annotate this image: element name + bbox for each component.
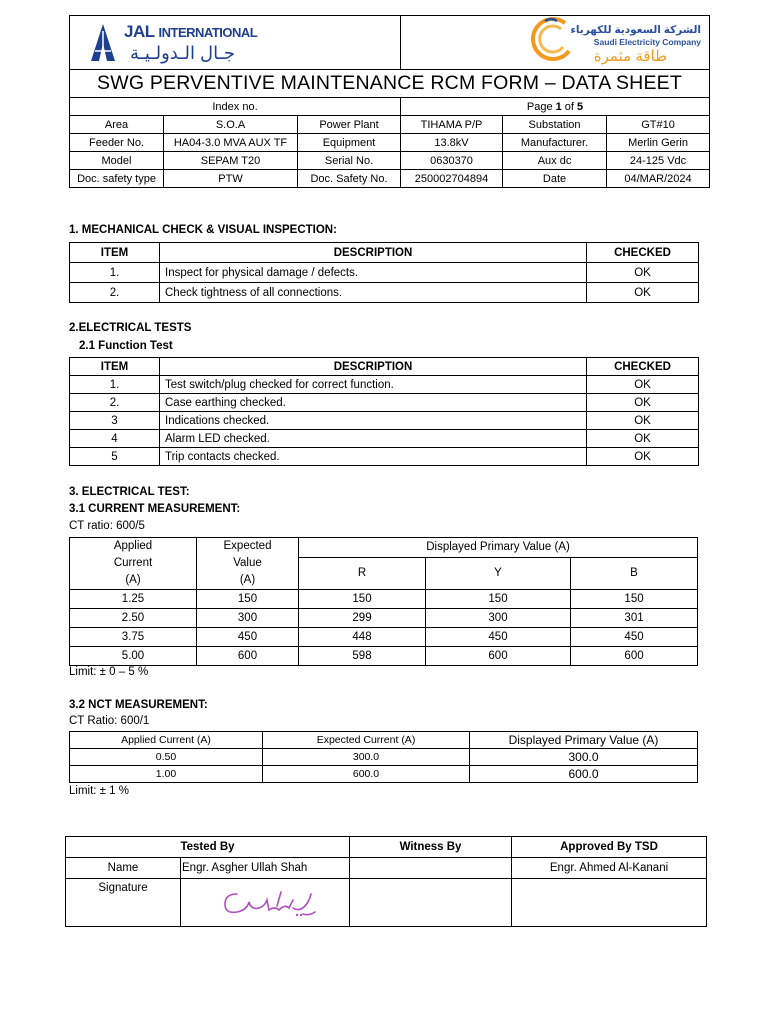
applied-value: 2.50 [70,609,197,628]
page-of: of [561,100,578,113]
info-row [70,152,710,170]
displayed-value: 600.0 [470,766,698,783]
info-label: Area [70,116,164,134]
elec-test-title: 3. ELECTRICAL TEST: [69,486,190,498]
page-total: 5 [577,100,584,113]
applied-header-line: Applied [113,540,153,552]
elec-section-title: 2.ELECTRICAL TESTS [69,322,192,334]
info-value: 0630370 [401,152,503,170]
table-row [70,647,698,666]
info-label: Manufacturer. [503,134,607,152]
item-number: 2. [70,394,160,412]
item-checked: OK [587,283,699,303]
table-row [70,628,698,647]
item-checked: OK [587,430,699,448]
approved-signature [512,879,707,927]
page-title: SWG PERVENTIVE MAINTENANCE RCM FORM – DATA SHEET [70,70,710,98]
table-row [70,590,698,609]
y-value: 600 [426,647,571,666]
r-value: 299 [299,609,426,628]
expected-header-line: (A) [239,574,256,586]
info-value: PTW [164,170,298,188]
table-row [70,394,699,412]
function-test-table [69,357,699,466]
name-label: Name [66,858,181,879]
handwritten-signature [219,884,324,918]
item-checked: OK [587,376,699,394]
col-header: Applied Current (A) [70,732,263,749]
expected-header-line: Value [233,557,262,569]
nct-measurement-table [69,731,698,783]
col-header: ITEM [70,358,160,376]
table-row [70,412,699,430]
info-value: 04/MAR/2024 [607,170,710,188]
item-description: Trip contacts checked. [160,448,587,466]
info-value: HA04-3.0 MVA AUX TF [164,134,298,152]
b-value: 301 [571,609,698,628]
phase-r-header: R [299,557,426,589]
item-description: Inspect for physical damage / defects. [160,263,587,283]
table-row [70,376,699,394]
jal-logo-sub: INTERNATIONAL [158,25,258,40]
b-value: 150 [571,590,698,609]
header-table [69,15,710,188]
table-row [70,609,698,628]
info-label: Feeder No. [70,134,164,152]
sec-logo-arabic: الشركة السعودية للكهرباء [570,24,702,36]
expected-value: 300.0 [263,749,470,766]
info-label: Doc. Safety No. [298,170,401,188]
function-test-title: 2.1 Function Test [79,340,173,352]
current-measurement-table [69,537,698,666]
sec-logo-arabic2: طاقة مثمرة [593,48,668,65]
item-description: Indications checked. [160,412,587,430]
expected-value: 600 [197,647,299,666]
sec-logo-name: Saudi Electricity Company [593,37,702,47]
col-header: CHECKED [587,243,699,263]
nct-ratio: CT Ratio: 600/1 [69,715,150,727]
info-label: Aux dc [503,152,607,170]
expected-value: 150 [197,590,299,609]
table-row [70,430,699,448]
page-prefix: Page [526,100,556,113]
table-row [70,766,698,783]
info-label: Serial No. [298,152,401,170]
jal-emblem-icon [88,23,118,63]
info-value: TIHAMA P/P [401,116,503,134]
index-label: Index no. [70,98,401,116]
info-row [70,134,710,152]
b-value: 600 [571,647,698,666]
applied-current-header [70,538,197,590]
info-value: GT#10 [607,116,710,134]
applied-header-line: (A) [125,574,141,586]
table-row [70,448,699,466]
tested-by-signature [181,879,350,927]
col-header: CHECKED [587,358,699,376]
info-value: SEPAM T20 [164,152,298,170]
info-row [70,116,710,134]
y-value: 300 [426,609,571,628]
jal-logo-cell [70,16,401,70]
expected-value-header [197,538,299,590]
expected-value: 300 [197,609,299,628]
info-value: 250002704894 [401,170,503,188]
info-label: Date [503,170,607,188]
y-value: 450 [426,628,571,647]
r-value: 448 [299,628,426,647]
expected-value: 450 [197,628,299,647]
approved-by-name: Engr. Ahmed Al-Kanani [512,858,707,879]
mech-section-title: 1. MECHANICAL CHECK & VISUAL INSPECTION: [69,224,337,236]
applied-value: 0.50 [70,749,263,766]
nct-measurement-title: 3.2 NCT MEASUREMENT: [69,699,208,711]
item-checked: OK [587,263,699,283]
sec-logo-cell [401,16,710,70]
item-number: 1. [70,263,160,283]
jal-logo-arabic: جـال الـدولـيـة [130,43,235,63]
y-value: 150 [426,590,571,609]
info-label: Doc. safety type [70,170,164,188]
witness-signature [350,879,512,927]
mech-table [69,242,699,303]
applied-value: 1.25 [70,590,197,609]
info-value: 24-125 Vdc [607,152,710,170]
expected-header-line: Expected [223,540,272,552]
current-measurement-title: 3.1 CURRENT MEASUREMENT: [69,503,241,515]
item-description: Check tightness of all connections. [160,283,587,303]
table-row [70,749,698,766]
item-description: Alarm LED checked. [160,430,587,448]
info-label: Equipment [298,134,401,152]
col-header: DESCRIPTION [160,358,587,376]
displayed-value: 300.0 [470,749,698,766]
tested-by-name: Engr. Asgher Ullah Shah [181,858,350,879]
approved-by-header: Approved By TSD [512,837,707,858]
ct-ratio: CT ratio: 600/5 [69,520,145,532]
page-current: 1 [555,100,562,113]
applied-header-line: Current [113,557,153,569]
witness-name [350,858,512,879]
b-value: 450 [571,628,698,647]
info-label: Model [70,152,164,170]
r-value: 150 [299,590,426,609]
item-number: 5 [70,448,160,466]
info-value: 13.8kV [401,134,503,152]
jal-logo-name: JAL [124,22,155,41]
r-value: 598 [299,647,426,666]
info-label: Power Plant [298,116,401,134]
info-value: S.O.A [164,116,298,134]
item-checked: OK [587,448,699,466]
item-number: 1. [70,376,160,394]
item-number: 4 [70,430,160,448]
signature-table [65,836,707,927]
table-row [70,263,699,283]
witness-by-header: Witness By [350,837,512,858]
item-checked: OK [587,412,699,430]
page-indicator [401,98,710,116]
signature-label: Signature [66,879,181,927]
col-header: DESCRIPTION [160,243,587,263]
sec-emblem-icon [531,17,576,65]
info-value: Merlin Gerin [607,134,710,152]
phase-b-header: B [571,557,698,589]
info-row [70,170,710,188]
applied-value: 5.00 [70,647,197,666]
col-header: ITEM [70,243,160,263]
item-description: Case earthing checked. [160,394,587,412]
col-header: Displayed Primary Value (A) [470,732,698,749]
expected-value: 600.0 [263,766,470,783]
displayed-value-header: Displayed Primary Value (A) [299,538,698,558]
item-number: 3 [70,412,160,430]
applied-value: 1.00 [70,766,263,783]
info-label: Substation [503,116,607,134]
table-row [70,283,699,303]
applied-value: 3.75 [70,628,197,647]
nct-limit: Limit: ± 1 % [69,785,129,797]
item-number: 2. [70,283,160,303]
item-checked: OK [587,394,699,412]
tested-by-header: Tested By [66,837,350,858]
current-limit: Limit: ± 0 – 5 % [69,666,149,678]
item-description: Test switch/plug checked for correct function. [160,376,587,394]
col-header: Expected Current (A) [263,732,470,749]
phase-y-header: Y [426,557,571,589]
